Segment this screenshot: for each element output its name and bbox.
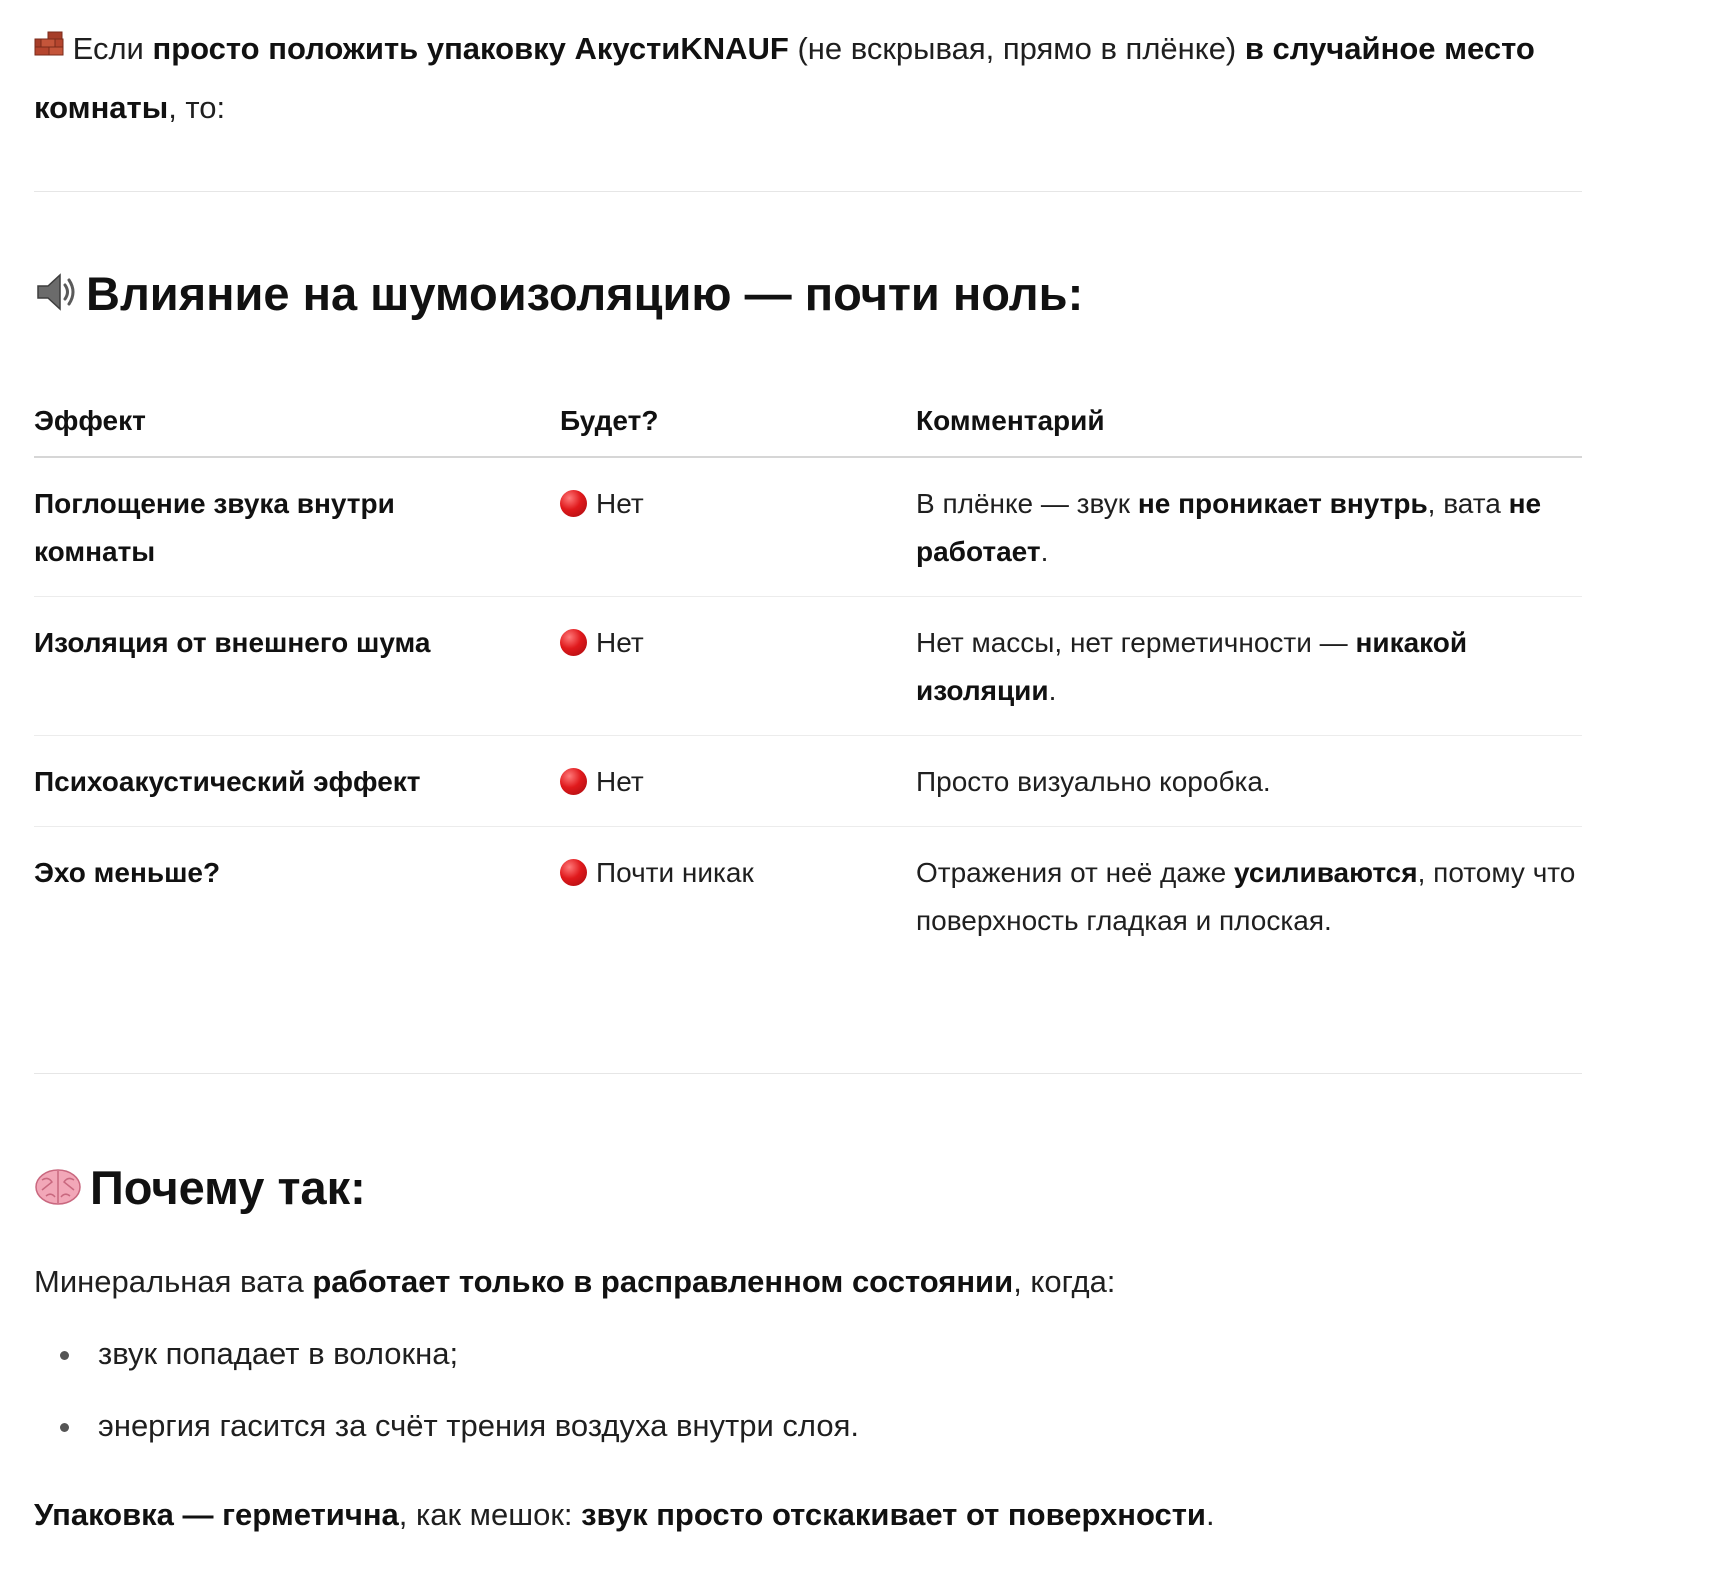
bullet-icon [60,1423,69,1432]
bullet-icon [60,1351,69,1360]
column-header-effect: Эффект [34,405,146,436]
section-heading-impact: Влияние на шумоизоляцию — почти ноль: [34,264,1083,328]
red-circle-icon [560,768,587,795]
section-heading-why: Почему так: [34,1158,366,1222]
cell-comment: Отражения от неё даже усиливаются, потому что поверхность гладкая и плоская. [916,857,1576,936]
list-item: звук попадает в волокна; [34,1331,859,1403]
brick-icon [34,22,64,79]
table-row [34,827,1582,967]
divider [34,191,1582,192]
intro-emphasis: в случайное место комнаты [34,31,1535,126]
red-circle-icon [560,490,587,517]
cell-answer: Нет [560,758,890,806]
cell-answer: Почти никак [560,849,890,897]
intro-paragraph: Если просто положить упаковку АкустиKNAUF (не вскрывая, прямо в плёнке) в случайное место комнаты, то: [34,20,1582,136]
cell-answer: Нет [560,480,890,528]
cell-comment: В плёнке — звук не проникает внутрь, вата не работает. [916,488,1542,567]
cell-effect: Поглощение звука внутри комнаты [34,488,395,567]
cell-effect: Изоляция от внешнего шума [34,627,431,658]
speaker-icon [34,268,78,328]
list-item: энергия гасится за счёт трения воздуха внутри слоя. [34,1403,859,1475]
conclusion-paragraph: Упаковка — герметична, как мешок: звук просто отскакивает от поверхности. [34,1497,1215,1532]
intro-emphasis: просто положить упаковку АкустиKNAUF [152,31,789,66]
divider [34,1073,1582,1074]
cell-effect: Эхо меньше? [34,857,221,888]
table-header [34,398,1582,458]
bullet-list [34,1331,859,1475]
explanation-paragraph: Минеральная вата работает только в расправленном состоянии, когда: [34,1264,1116,1299]
column-header-comment: Комментарий [916,405,1105,436]
brain-icon [34,1162,82,1222]
column-header-answer: Будет? [560,405,659,436]
cell-effect: Психоакустический эффект [34,766,421,797]
red-circle-icon [560,859,587,886]
cell-comment: Просто визуально коробка. [916,766,1271,797]
table-row [34,736,1582,827]
table-row [34,597,1582,736]
effects-table [34,398,1582,967]
cell-answer: Нет [560,619,890,667]
cell-comment: Нет массы, нет герметичности — никакой изоляции. [916,627,1468,706]
red-circle-icon [560,629,587,656]
table-row [34,458,1582,597]
